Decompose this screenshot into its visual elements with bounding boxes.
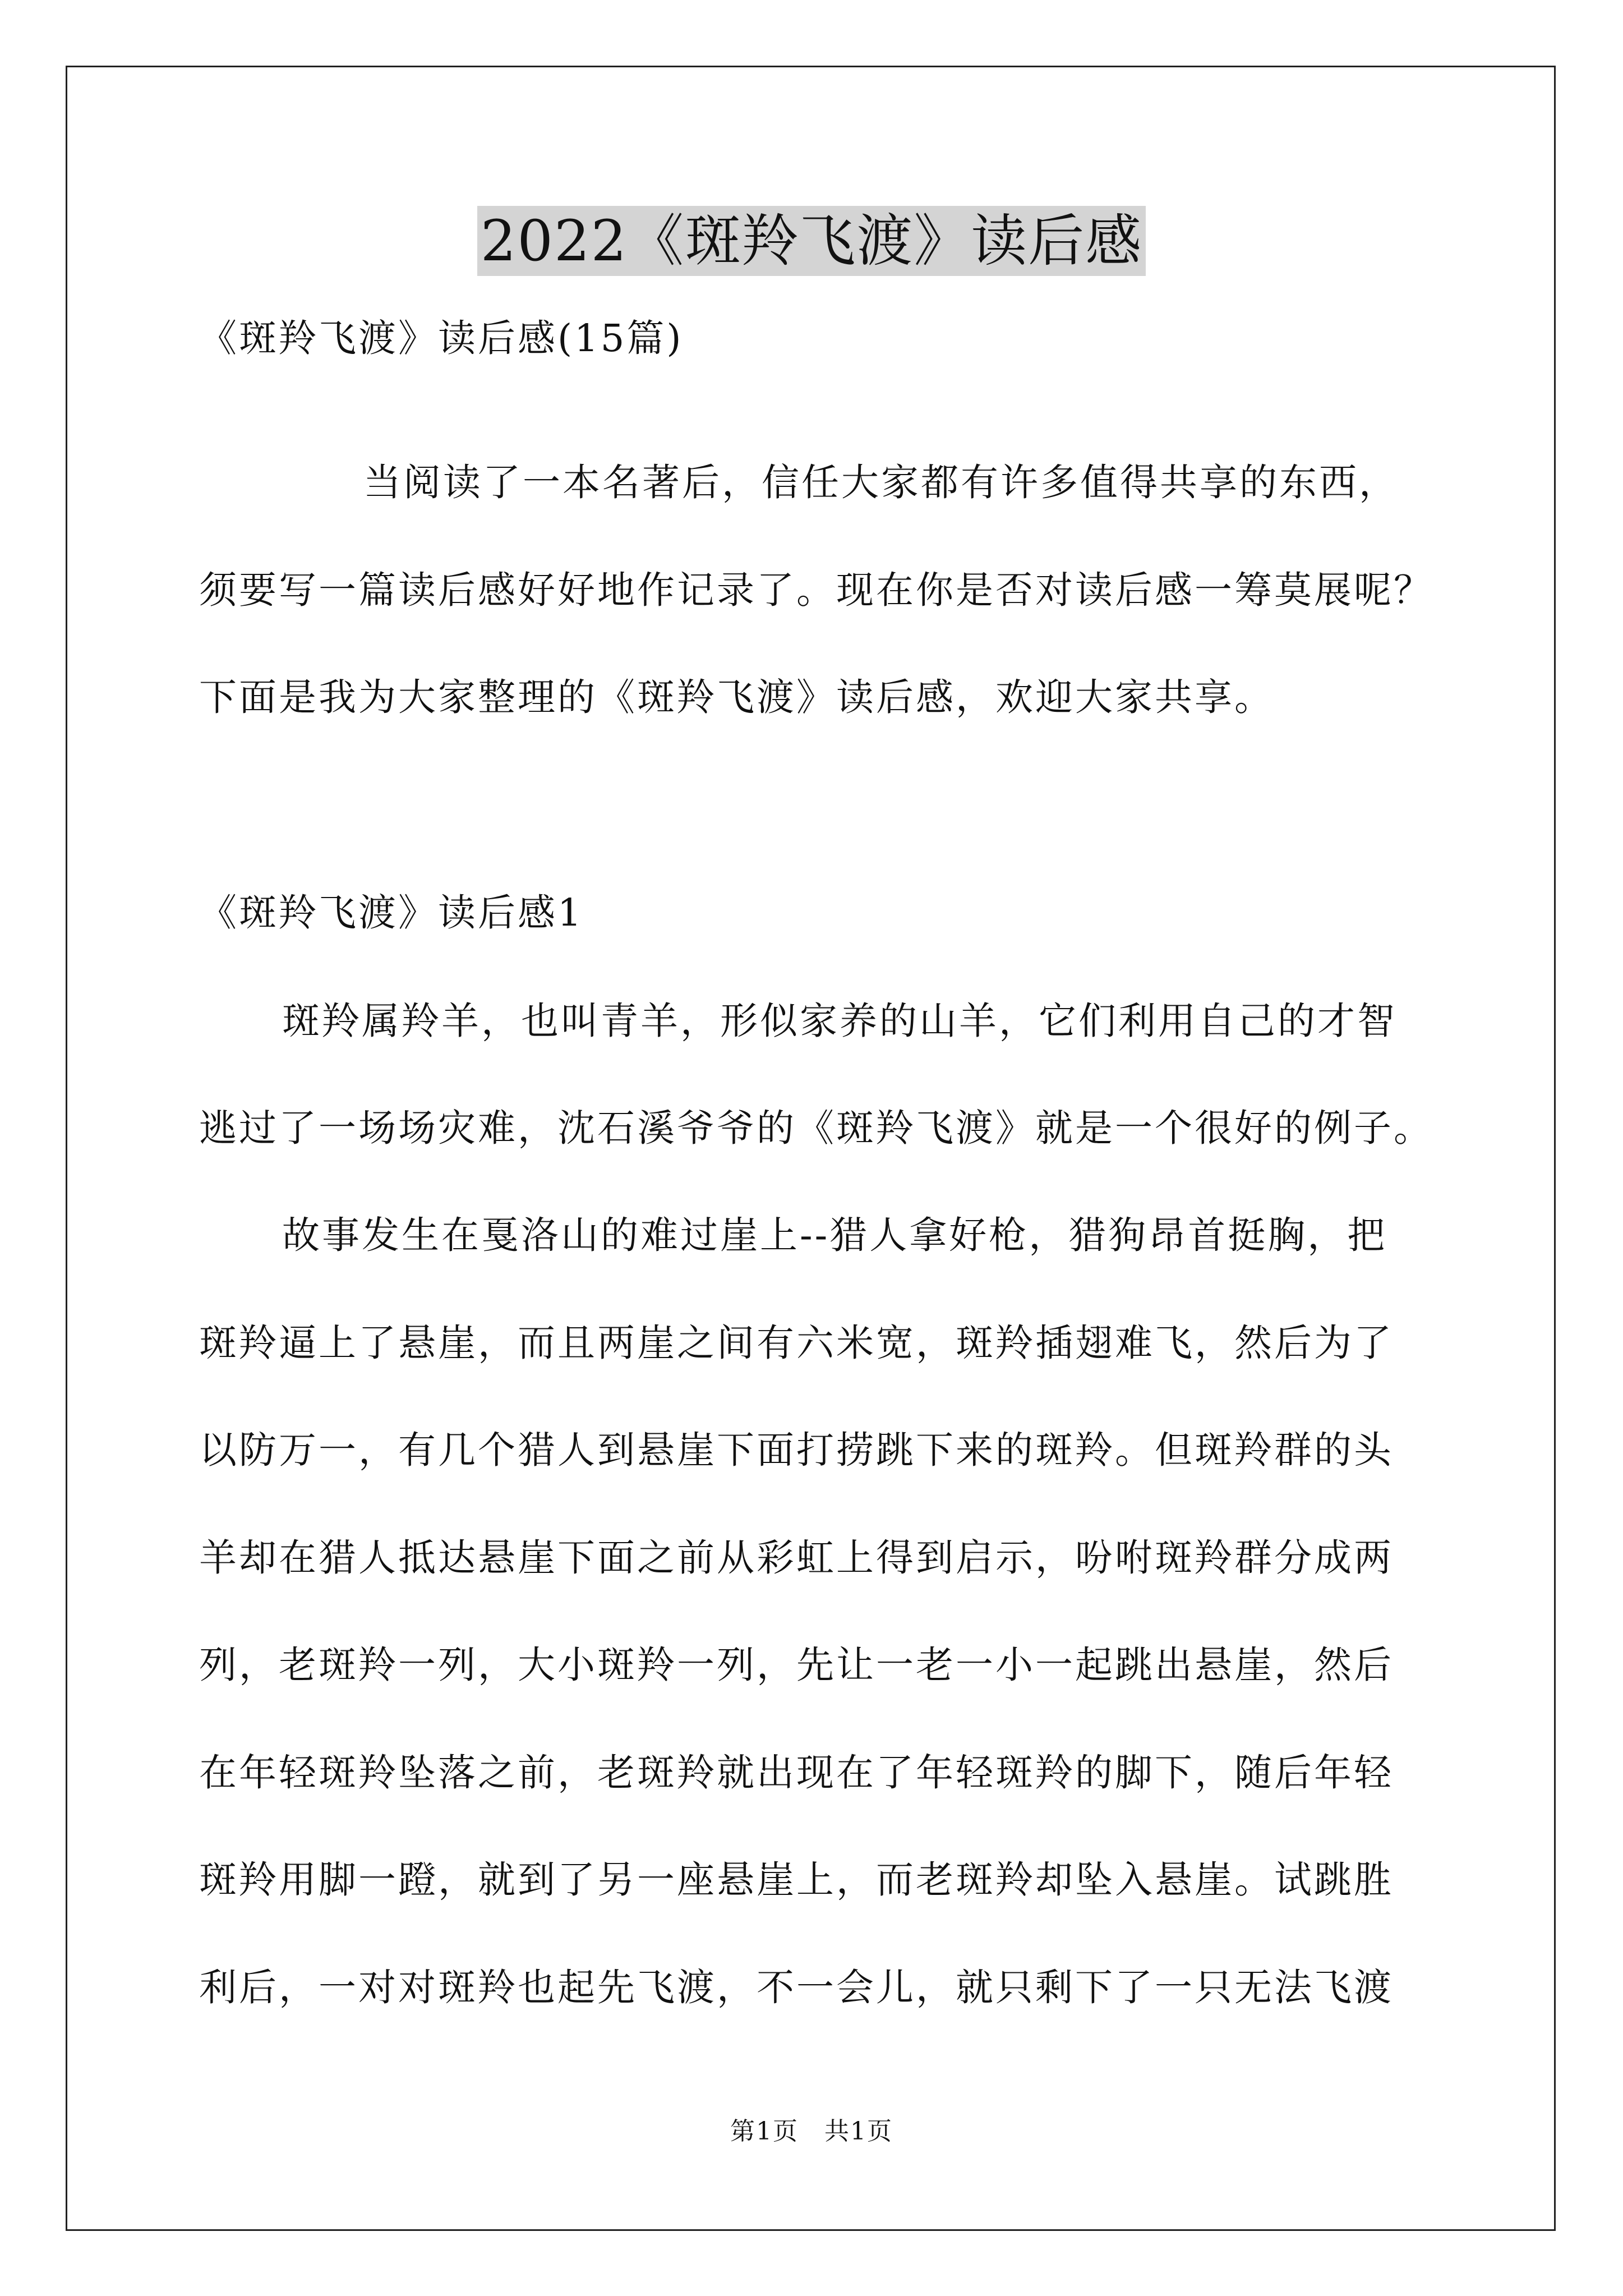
page-footer: 第1页 共1页 [730,2117,893,2146]
section1-line-1: 斑羚属羚羊，也叫青羊，形似家养的山羊，它们利用自己的才智 [282,999,1397,1043]
section1-line-7: 列，老斑羚一列，大小斑羚一列，先让一老一小一起跳出悬崖，然后 [199,1643,1394,1687]
section1-line-3: 故事发生在戛洛山的难过崖上--猎人拿好枪，猎狗昂首挺胸，把 [282,1213,1387,1257]
document-title [0,202,1623,280]
intro-line-3: 下面是我为大家整理的《斑羚飞渡》读后感，欢迎大家共享。 [199,675,1274,719]
document-subtitle: 《斑羚飞渡》读后感(15篇) [199,316,684,360]
document-title-text: 2022《斑羚飞渡》读后感 [477,206,1146,276]
section1-line-9: 斑羚用脚一蹬，就到了另一座悬崖上，而老斑羚却坠入悬崖。试跳胜 [199,1858,1394,1902]
section1-line-10: 利后，一对对斑羚也起先飞渡，不一会儿，就只剩下了一只无法飞渡 [199,1966,1394,2009]
intro-line-2: 须要写一篇读后感好好地作记录了。现在你是否对读后感一筹莫展呢？ [199,568,1433,612]
section1-line-8: 在年轻斑羚坠落之前，老斑羚就出现在了年轻斑羚的脚下，随后年轻 [199,1751,1394,1795]
section1-line-2: 逃过了一场场灾难，沈石溪爷爷的《斑羚飞渡》就是一个很好的例子。 [199,1106,1433,1150]
intro-line-1: 当阅读了一本名著后，信任大家都有许多值得共享的东西， [363,461,1399,504]
section1-heading: 《斑羚飞渡》读后感1 [199,891,584,935]
section1-line-6: 羊却在猎人抵达悬崖下面之前从彩虹上得到启示，吩咐斑羚群分成两 [199,1536,1394,1580]
section1-line-4: 斑羚逼上了悬崖，而且两崖之间有六米宽，斑羚插翅难飞，然后为了 [199,1321,1394,1365]
section1-line-5: 以防万一，有几个猎人到悬崖下面打捞跳下来的斑羚。但斑羚群的头 [199,1428,1394,1472]
